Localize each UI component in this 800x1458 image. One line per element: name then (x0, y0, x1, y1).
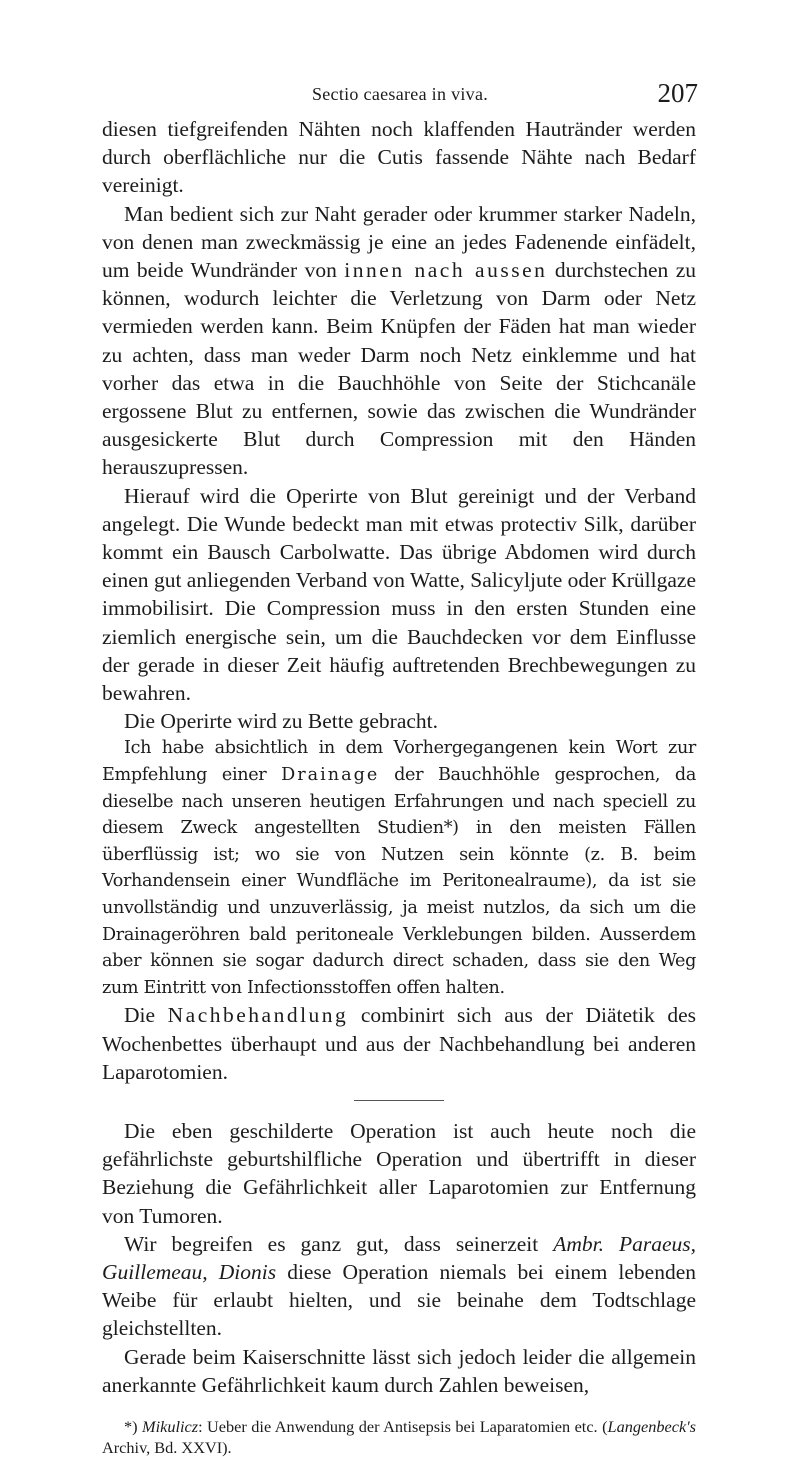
running-title: Sectio caesarea in viva. (311, 84, 489, 104)
footnote-rule (102, 1409, 696, 1410)
footnote-mark: *) (124, 1417, 143, 1437)
paragraph-2-text-c: durchstechen zu können, wodurch leichter die Verletzung von Darm oder Netz vermieden werden kann. Beim Knüpfen der Fäden hat man wieder zu achten, dass man weder Darm noch Netz einklemme und hat vorher das etwa in die Bauchhöhle von Seite der Stichcanäle ergossene Blut zu entfernen, sowie das zwischen die Wundränder ausgesickerte Blut durch Compression mit den Händen herauszupressen. (102, 258, 696, 480)
paragraph-4: Die Operirte wird zu Bette gebracht. (124, 709, 439, 734)
footnote-text-b: Archiv, Bd. XXVI). (102, 1438, 232, 1458)
paragraph-6-text-a: Die (124, 1003, 168, 1028)
paragraph-8-text-a: Wir begreifen es ganz gut, dass seinerzeit (124, 1231, 554, 1256)
paragraph-5-text-c: der Bauchhöhle gesprochen, da dieselbe nach unseren heutigen Erfahrungen und nach speciell zu diesem Zweck angestellten Studien*) in den meisten Fällen überflüssig ist; wo sie von Nutzen sein könnte (z. B. beim Vorhandensein einer Wundfläche im Peritonealraume), da ist sie unvollständig und unzuverlässig, ja meist nutzlos, da sich um die Drainageröhren bald peritoneale Verklebungen bilden. Ausserdem aber können sie sogar dadurch direct schaden, dass sie den Weg zum Eintritt von Infectionsstoffen offen halten. (102, 765, 696, 998)
footnote-journal: Langenbeck's (607, 1417, 696, 1437)
emphasis-spaced: Drainage (281, 765, 380, 786)
main-text (102, 115, 696, 1458)
author-names: Ambr. Paraeus, Guillemeau, Dionis (102, 1231, 696, 1285)
paragraph-5-small-print (102, 735, 696, 1001)
paragraph-3: Hierauf wird die Operirte von Blut gereinigt und der Verband angelegt. Die Wunde bedeckt man mit etwas protectiv Silk, darüber kommt ein Bausch Carbolwatte. Das übrige Abdomen wird durch einen gut anliegenden Verband von Watte, Salicyljute oder Krüllgaze immobilisirt. Die Compression muss in den ersten Stunden eine ziemlich energische sein, um die Bauchdecken vor dem Einflusse der gerade in dieser Zeit häufig auftretenden Brechbewegungen zu bewahren. (102, 483, 696, 706)
page-header (0, 78, 800, 118)
footnote-author: Mikulicz (142, 1417, 199, 1437)
paragraph-8-text-c: diese Operation niemals bei einem lebenden Weibe für erlaubt hielten, und sie beinahe dem Todtschlage gleichstellten. (102, 1260, 696, 1341)
emphasis-spaced: Nachbehandlung (167, 1003, 349, 1028)
paragraph-1: diesen tiefgreifenden Nähten noch klaffenden Hautränder werden durch oberflächliche nur die Cutis fassende Nähte nach Bedarf vereinigt. (102, 117, 696, 198)
footnote-text-a: : Ueber die Anwendung der Antisepsis bei Laparatomien etc. ( (198, 1417, 608, 1437)
paragraph-6 (102, 1001, 696, 1086)
paragraph-6-text-c: combinirt sich aus der Diätetik des Wochenbettes überhaupt und aus der Nachbehandlung bei anderen Laparotomien. (102, 1003, 696, 1084)
page-number: 207 (657, 78, 698, 108)
paragraph-8 (102, 1230, 696, 1343)
paragraph-9: Gerade beim Kaiserschnitte lässt sich jedoch leider die allgemein anerkannte Gefährlichkeit kaum durch Zahlen beweisen, (102, 1344, 696, 1397)
section-divider (354, 1100, 444, 1101)
emphasis-spaced: innen nach aussen (344, 258, 548, 283)
paragraph-7: Die eben geschilderte Operation ist auch heute noch die gefährlichste geburtshilfliche Operation und übertrifft in dieser Beziehung die Gefährlichkeit aller Laparotomien zur Entfernung von Tumoren. (102, 1119, 696, 1228)
paragraph-2 (102, 200, 696, 482)
footnote (102, 1416, 696, 1458)
paragraph-2-text-a: Man bedient sich zur Naht gerader oder krummer starker Nadeln, von denen man zweckmässig je eine an jedes Fadenende einfädelt, um beide Wundränder von (102, 201, 696, 283)
paragraph-5-text-a: Ich habe absichtlich in dem Vorhergegangenen kein Wort zur Empfehlung einer (102, 738, 696, 786)
